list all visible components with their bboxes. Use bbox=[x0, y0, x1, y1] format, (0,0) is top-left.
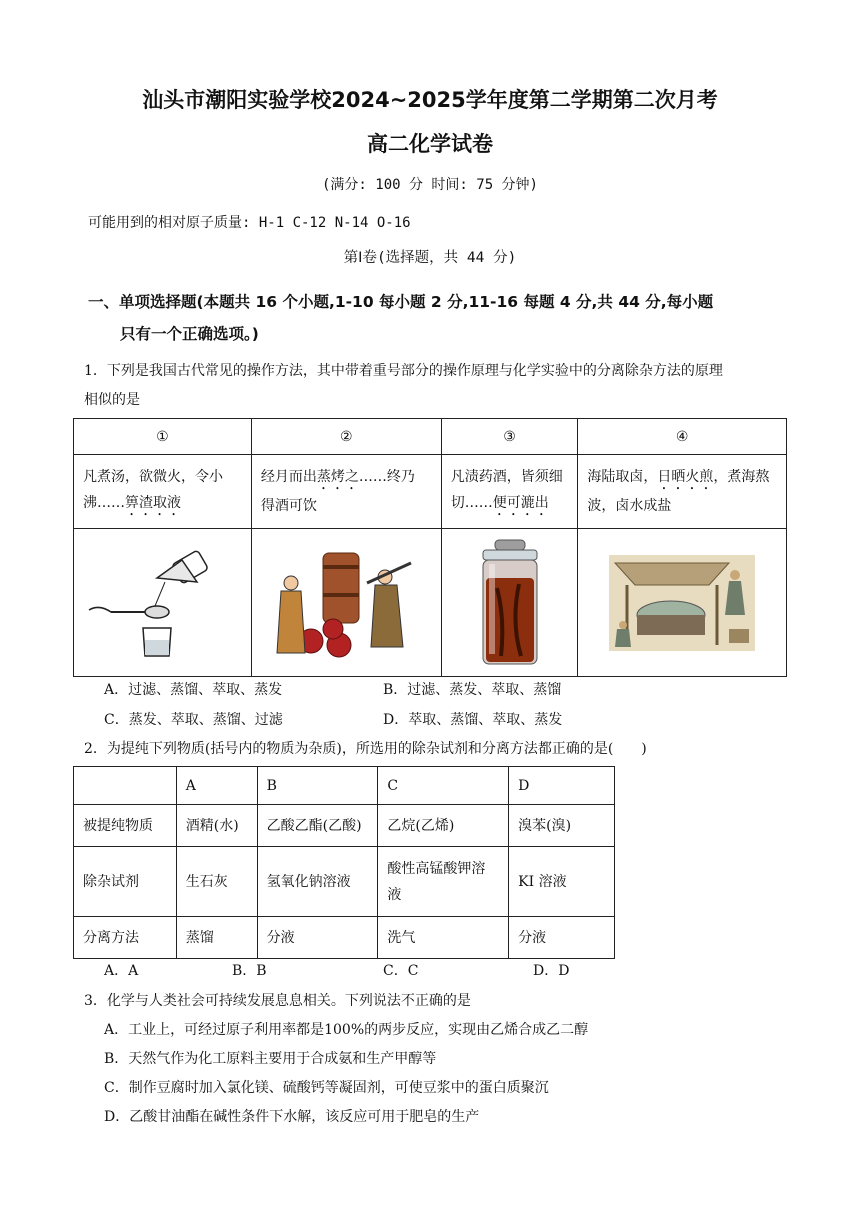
emphasis-text: 箅渣取液 bbox=[125, 495, 181, 511]
q1-header-3: ③ bbox=[441, 419, 578, 455]
table-row bbox=[74, 917, 615, 959]
atomic-masses: 可能用到的相对原子质量: H-1 C-12 N-14 O-16 bbox=[88, 215, 411, 231]
emphasis-text: 蒸烤之 bbox=[316, 469, 359, 485]
table-cell: KI 溶液 bbox=[509, 847, 615, 917]
q1-option-b[interactable]: B．过滤、蒸发、萃取、蒸馏 bbox=[383, 682, 562, 698]
table-cell: 分离方法 bbox=[74, 917, 177, 959]
table-cell: 洗气 bbox=[378, 917, 509, 959]
q3-stem: 3．化学与人类社会可持续发展息息相关。下列说法不正确的是 bbox=[84, 993, 471, 1009]
q1-stem: 1．下列是我国古代常见的操作方法，其中带着重号部分的操作原理与化学实验中的分离除杂方法的原理 bbox=[84, 363, 723, 379]
q2-header-empty bbox=[74, 767, 177, 805]
q1-option-c[interactable]: C．蒸发、萃取、蒸馏、过滤 bbox=[104, 712, 283, 728]
q2-header-b: B bbox=[257, 767, 378, 805]
q2-header-c: C bbox=[378, 767, 509, 805]
q1-header-4: ④ bbox=[578, 419, 787, 455]
table-cell: 分液 bbox=[509, 917, 615, 959]
q3-option-d[interactable]: D．乙酸甘油酯在碱性条件下水解，该反应可用于肥皂的生产 bbox=[104, 1109, 480, 1125]
table-cell: 分液 bbox=[257, 917, 378, 959]
filtering-illustration bbox=[74, 529, 252, 677]
sea-salt-boiling-illustration bbox=[578, 529, 787, 677]
q2-option-b[interactable]: B．B bbox=[232, 963, 267, 979]
score-time: (满分: 100 分 时间: 75 分钟) bbox=[321, 177, 538, 193]
table-cell: 乙酸乙酯(乙酸) bbox=[257, 805, 378, 847]
q2-header-a: A bbox=[176, 767, 257, 805]
q1-header-1: ① bbox=[74, 419, 252, 455]
q1-header-2: ② bbox=[251, 419, 441, 455]
q1-option-d[interactable]: D．萃取、蒸馏、萃取、蒸发 bbox=[383, 712, 563, 728]
table-cell: 氢氧化钠溶液 bbox=[257, 847, 378, 917]
table-cell: 蒸馏 bbox=[176, 917, 257, 959]
table-row bbox=[74, 805, 615, 847]
table-row bbox=[74, 847, 615, 917]
q2-option-d[interactable]: D．D bbox=[533, 963, 570, 979]
q2-table bbox=[73, 766, 615, 959]
part-one-title: 第Ⅰ卷(选择题，共 44 分) bbox=[343, 250, 517, 266]
table-cell: 生石灰 bbox=[176, 847, 257, 917]
emphasis-text: 便可漉出 bbox=[492, 495, 549, 511]
q2-header-d: D bbox=[509, 767, 615, 805]
q1-text-3: 凡渍药酒，皆须细 切……便可漉出 bbox=[441, 455, 578, 529]
emphasis-text: 日晒火煎 bbox=[657, 469, 714, 485]
section-heading: 一、单项选择题(本题共 16 个小题,1-10 每小题 2 分,11-16 每题 4 分,共 44 分,每小题 bbox=[88, 293, 714, 311]
table-cell: 除杂试剂 bbox=[74, 847, 177, 917]
table-cell: 被提纯物质 bbox=[74, 805, 177, 847]
table-cell: 酸性高锰酸钾溶液 bbox=[378, 847, 509, 917]
q2-option-c[interactable]: C．C bbox=[383, 963, 419, 979]
exam-subtitle: 高二化学试卷 bbox=[367, 132, 493, 156]
q1-text-2: 经月而出蒸烤之……终乃 得酒可饮 bbox=[251, 455, 441, 529]
table-cell: 酒精(水) bbox=[176, 805, 257, 847]
q1-text-1: 凡煮汤，欲微火，令小 沸……箅渣取液 bbox=[74, 455, 252, 529]
q3-option-b[interactable]: B．天然气作为化工原料主要用于合成氨和生产甲醇等 bbox=[104, 1051, 437, 1067]
table-cell: 溴苯(溴) bbox=[509, 805, 615, 847]
table-cell: 乙烷(乙烯) bbox=[378, 805, 509, 847]
q1-option-a[interactable]: A．过滤、蒸馏、萃取、蒸发 bbox=[104, 682, 283, 698]
q2-stem: 2．为提纯下列物质(括号内的物质为杂质)，所选用的除杂试剂和分离方法都正确的是( ) bbox=[84, 741, 647, 757]
wine-distilling-illustration bbox=[251, 529, 441, 677]
q3-option-c[interactable]: C．制作豆腐时加入氯化镁、硫酸钙等凝固剂，可使豆浆中的蛋白质聚沉 bbox=[104, 1080, 549, 1096]
section-heading-cont: 只有一个正确选项。) bbox=[120, 325, 259, 343]
q3-option-a[interactable]: A．工业上，可经过原子利用率都是100%的两步反应，实现由乙烯合成乙二醇 bbox=[104, 1022, 589, 1038]
medicinal-wine-jar bbox=[441, 529, 578, 677]
exam-title: 汕头市潮阳实验学校2024~2025学年度第二学期第二次月考 bbox=[142, 88, 718, 112]
q1-text-4: 海陆取卤，日晒火煎，煮海熬 波，卤水成盐 bbox=[578, 455, 787, 529]
q1-table bbox=[73, 418, 787, 677]
q2-option-a[interactable]: A．A bbox=[104, 963, 139, 979]
q1-stem-cont: 相似的是 bbox=[84, 392, 140, 408]
